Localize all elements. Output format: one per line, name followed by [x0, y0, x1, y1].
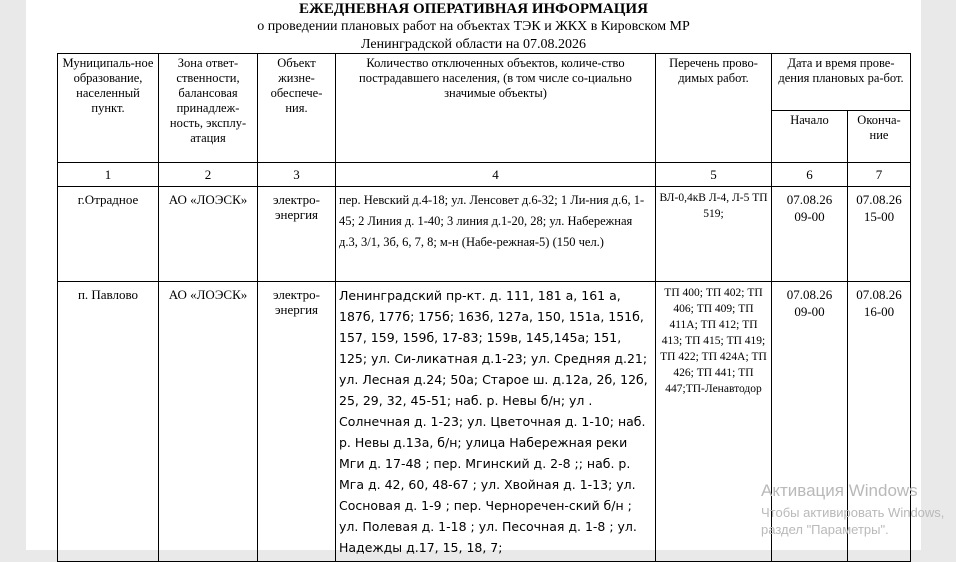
col-header-objects-count: Количество отключенных объектов, количе-ство пострадавшего населения, (в том числе со-циально значимые объекты)	[336, 54, 656, 163]
col-header-works: Перечень прово-димых работ.	[656, 54, 772, 163]
report-date-line: Ленинградской области на 07.08.2026	[361, 37, 586, 52]
windows-activation-watermark	[761, 481, 956, 538]
table-header-row	[58, 54, 911, 111]
column-number: 3	[258, 163, 336, 187]
start-time: 09-00	[794, 304, 825, 319]
col-header-object: Объект жизне-обеспече-ния.	[258, 54, 336, 163]
report-subtitle: о проведении плановых работ на объектах ТЭК и ЖКХ в Кировском МР	[257, 19, 690, 34]
start-date: 07.08.26	[786, 287, 833, 302]
column-number: 4	[336, 163, 656, 187]
column-numbers-row	[58, 163, 911, 187]
col-header-municipality: Муниципаль-ное образование, населенный пункт.	[58, 54, 159, 163]
report-title: ЕЖЕДНЕВНАЯ ОПЕРАТИВНАЯ ИНФОРМАЦИЯ	[299, 1, 648, 17]
cell-end	[848, 187, 911, 282]
col-header-start: Начало	[772, 111, 848, 163]
end-time: 16-00	[863, 304, 895, 319]
col-header-zone: Зона ответ-ственности, балансовая принадлеж-ность, эксплу-атация	[159, 54, 258, 163]
cell-object: электро-энергия	[258, 282, 336, 562]
column-number: 7	[848, 163, 911, 187]
cell-object: электро-энергия	[258, 187, 336, 282]
column-number: 2	[159, 163, 258, 187]
document-page	[26, 0, 921, 555]
end-date: 07.08.26	[856, 287, 902, 302]
cell-place: п. Павлово	[58, 282, 159, 562]
cell-works: ТП 400; ТП 402; ТП 406; ТП 409; ТП 411А; ТП 412; ТП 413; ТП 415; ТП 419; ТП 422; ТП 424А; ТП 426; ТП 441; ТП 447;ТП-Ленавтодор	[656, 282, 772, 562]
start-date: 07.08.26	[786, 192, 833, 207]
column-number: 5	[656, 163, 772, 187]
cell-objects-list: пер. Невский д.4-18; ул. Ленсовет д.6-32; 1 Ли-ния д.6, 1-45; 2 Линия д. 1-40; 3 линия д.1-20, 28; ул. Набережная д.3, 3/1, 3б, 6, 7, 8; м-н (Набе-режная-5) (150 чел.)	[336, 187, 656, 282]
end-date: 07.08.26	[856, 192, 902, 207]
watermark-title: Активация Windows	[761, 481, 918, 500]
end-time: 15-00	[863, 209, 895, 224]
cell-organization: АО «ЛОЭСК»	[159, 282, 258, 562]
col-header-datetime: Дата и время прове-дения плановых ра-бот.	[772, 54, 911, 111]
watermark-text: раздел "Параметры".	[761, 522, 889, 537]
cell-start	[772, 187, 848, 282]
watermark-text: Чтобы активировать Windows,	[761, 505, 945, 520]
col-header-end: Оконча-ние	[848, 111, 911, 163]
cell-works: ВЛ-0,4кВ Л-4, Л-5 ТП 519;	[656, 187, 772, 282]
start-time: 09-00	[794, 209, 825, 224]
column-number: 1	[58, 163, 159, 187]
cell-objects-list: Ленинградский пр-кт. д. 111, 181 а, 161 а, 187б, 177б; 175б; 163б, 127а, 150, 151а, 151б, 157, 159, 159б, 17-83; 159в, 145,145а; 151, 125; ул. Си-ликатная д.1-23; ул. Средняя д.21; ул. Лесная д.24; 50а; Старое ш. д.12а, 2б, 12б, 25, 29, 32, 45-51; наб. р. Невы б/н; ул . Солнечная д. 1-23; ул. Цветочная д. 1-10; наб. р. Невы д.13а, б/н; улица Набережная реки Мги д. 17-48 ; пер. Мгинский д. 2-8 ;; наб. р. Мга д. 42, 60, 48-67 ; ул. Хвойная д. 1-13; ул. Сосновая д. 1-9 ; пер. Черноречен-ский б/н ; ул. Полевая д. 1-18 ; ул. Песочная д. 1-8 ; ул. Надежды д.17, 15, 18, 7;	[336, 282, 656, 562]
cell-place: г.Отрадное	[58, 187, 159, 282]
cell-organization: АО «ЛОЭСК»	[159, 187, 258, 282]
table-row	[58, 187, 911, 282]
column-number: 6	[772, 163, 848, 187]
